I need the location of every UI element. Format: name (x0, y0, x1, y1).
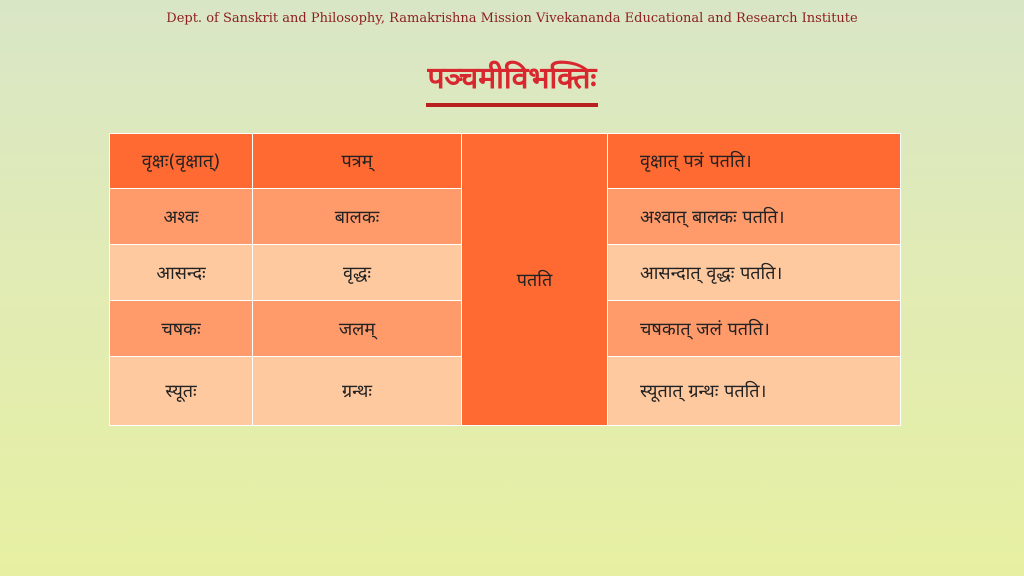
source-cell: अश्वः (110, 189, 253, 245)
object-cell: वृद्धः (253, 245, 462, 301)
object-cell: बालकः (253, 189, 462, 245)
sentence-cell: आसन्दात् वृद्धः पतति। (608, 245, 901, 301)
sentence-cell: स्यूतात् ग्रन्थः पतति। (608, 357, 901, 426)
source-cell: वृक्षः(वृक्षात्) (110, 134, 253, 189)
sentence-cell: वृक्षात् पत्रं पतति। (608, 134, 901, 189)
source-cell: स्यूतः (110, 357, 253, 426)
sentence-cell: अश्वात् बालकः पतति। (608, 189, 901, 245)
sentence-cell: चषकात् जलं पतति। (608, 301, 901, 357)
verb-cell: पतति (462, 134, 608, 426)
slide-title (0, 56, 1024, 107)
institute-header: Dept. of Sanskrit and Philosophy, Ramakrishna Mission Vivekananda Educational and Research Institute (166, 11, 858, 26)
table-row (110, 134, 901, 189)
source-cell: चषकः (110, 301, 253, 357)
source-cell: आसन्दः (110, 245, 253, 301)
slide-title-text: पञ्चमीविभक्तिः (426, 56, 599, 107)
object-cell: ग्रन्थः (253, 357, 462, 426)
object-cell: पत्रम् (253, 134, 462, 189)
declension-table (109, 133, 901, 426)
object-cell: जलम् (253, 301, 462, 357)
